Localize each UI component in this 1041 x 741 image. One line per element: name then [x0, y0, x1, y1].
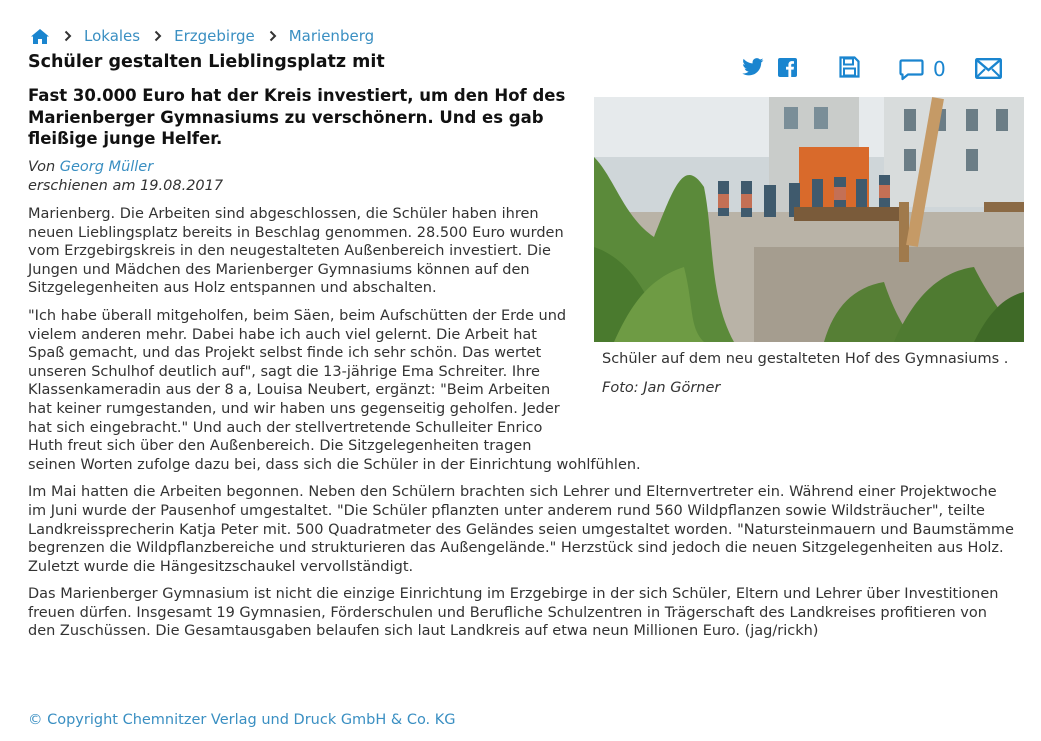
- photo-caption: Schüler auf dem neu gestalteten Hof des Gymnasiums .: [602, 351, 1009, 367]
- author-prefix: Von: [28, 159, 56, 175]
- breadcrumb-item-marienberg[interactable]: Marienberg: [288, 27, 375, 45]
- facebook-share-button[interactable]: [778, 58, 797, 77]
- home-icon: [30, 28, 50, 45]
- article-paragraph: Im Mai hatten die Arbeiten begonnen. Neben den Schülern brachten sich Lehrer und Elternvertreter ein. Während einer Projektwoche im Juni wurde der Pausenhof umgestaltet. "Die Schüler pflanzten unter anderem rund 560 Wildpflanzen sowie Wildsträucher", teilte Landkreissprecherin Katja Peter mit. 500 Quadratmeter des Geländes seien umgestaltet worden. "Natursteinmauern und Baumstämme begrenzen die Wildpflanzbereiche und strukturieren das Außengelände." Herzstück sind jedoch die neuen Sitzgelegenheiten aus Holz. Zuletzt wurde die Hängesitzschaukel vervollständigt.: [28, 484, 1014, 575]
- article-paragraph: Das Marienberger Gymnasium ist nicht die einzige Einrichtung im Erzgebirge in der sich Schüler, Eltern und Lehrer über Investitionen freuen dürfen. Insgesamt 19 Gymnasien, Förderschulen und Berufliche Schulzentren in Trägerschaft des Landkreises profitieren von den Zuschüssen. Die Gesamtausgaben belaufen sich laut Landkreis auf etwa neun Millionen Euro. (jag/rickh): [28, 586, 999, 640]
- chevron-right-icon: [154, 30, 162, 42]
- photo-credit: Foto: Jan Görner: [602, 380, 721, 396]
- article-headline: Schüler gestalten Lieblingsplatz mit: [28, 52, 385, 72]
- comments-button[interactable]: [899, 59, 946, 81]
- twitter-icon: [742, 58, 764, 76]
- article-paragraph: "Ich habe überall mitgeholfen, beim Säen, beim Aufschütten der Erde und vielem anderen mehr. Dabei habe ich auch viel gelernt. Die Arbeit hat Spaß gemacht, und das Projekt selbst finde ich sehr schön. Das wertet unseren Schulhof deutlich auf", sagt die 13-jährige Ema Schreiter. Ihre Klassenkameradin aus der 8 a, Louisa Neubert, ergänzt: "Beim Arbeiten hat keiner rumgestanden, und wir haben uns gegenseitig geholfen. Jeder hat sich eingebracht." Und auch der stellvertretende Schulleiter Enrico Huth freut sich über den Außenbereich. Die Sitzgelegenheiten tragen seinen Worten zufolge dazu bei, dass sich die Schüler in der Einrichtung wohlfühlen.: [28, 307, 641, 473]
- facebook-icon: [778, 58, 797, 77]
- comment-icon: [899, 59, 924, 81]
- chevron-right-icon: [269, 30, 277, 42]
- article-meta: [28, 158, 223, 196]
- article-paragraph: Marienberg. Die Arbeiten sind abgeschlossen, die Schüler haben ihren neuen Lieblingsplatz bereits in Beschlag genommen. 28.500 Euro wurden vom Erzgebirgskreis in den neugestalteten Außenbereich investiert. Die Jungen und Mädchen des Marienberger Gymnasiums können auf den Sitzgelegenheiten aus Holz entspannen und abschalten.: [28, 206, 564, 297]
- breadcrumb-item-lokales[interactable]: Lokales: [84, 27, 141, 45]
- article-body: [28, 205, 1018, 650]
- comment-count: 0: [933, 57, 946, 81]
- author-link[interactable]: Georg Müller: [59, 159, 154, 175]
- save-icon: [839, 56, 860, 78]
- breadcrumb-item-erzgebirge[interactable]: Erzgebirge: [174, 27, 255, 45]
- breadcrumb: [30, 24, 374, 48]
- article-teaser: Fast 30.000 Euro hat der Kreis investiert, um den Hof des Marienberger Gymnasiums zu verschönern. Und es gab fleißige junge Helfer.: [28, 86, 566, 148]
- home-link[interactable]: [30, 28, 50, 45]
- publish-date: erschienen am 19.08.2017: [28, 178, 224, 194]
- figure-float-spacer: [576, 205, 1018, 452]
- mail-icon: [975, 58, 1002, 79]
- email-share-button[interactable]: [975, 58, 1002, 79]
- save-button[interactable]: [839, 56, 860, 78]
- copyright-link[interactable]: © Copyright Chemnitzer Verlag und Druck GmbH & Co. KG: [28, 712, 456, 728]
- author-line: [28, 158, 223, 177]
- twitter-share-button[interactable]: [742, 58, 764, 76]
- chevron-right-icon: [64, 30, 72, 42]
